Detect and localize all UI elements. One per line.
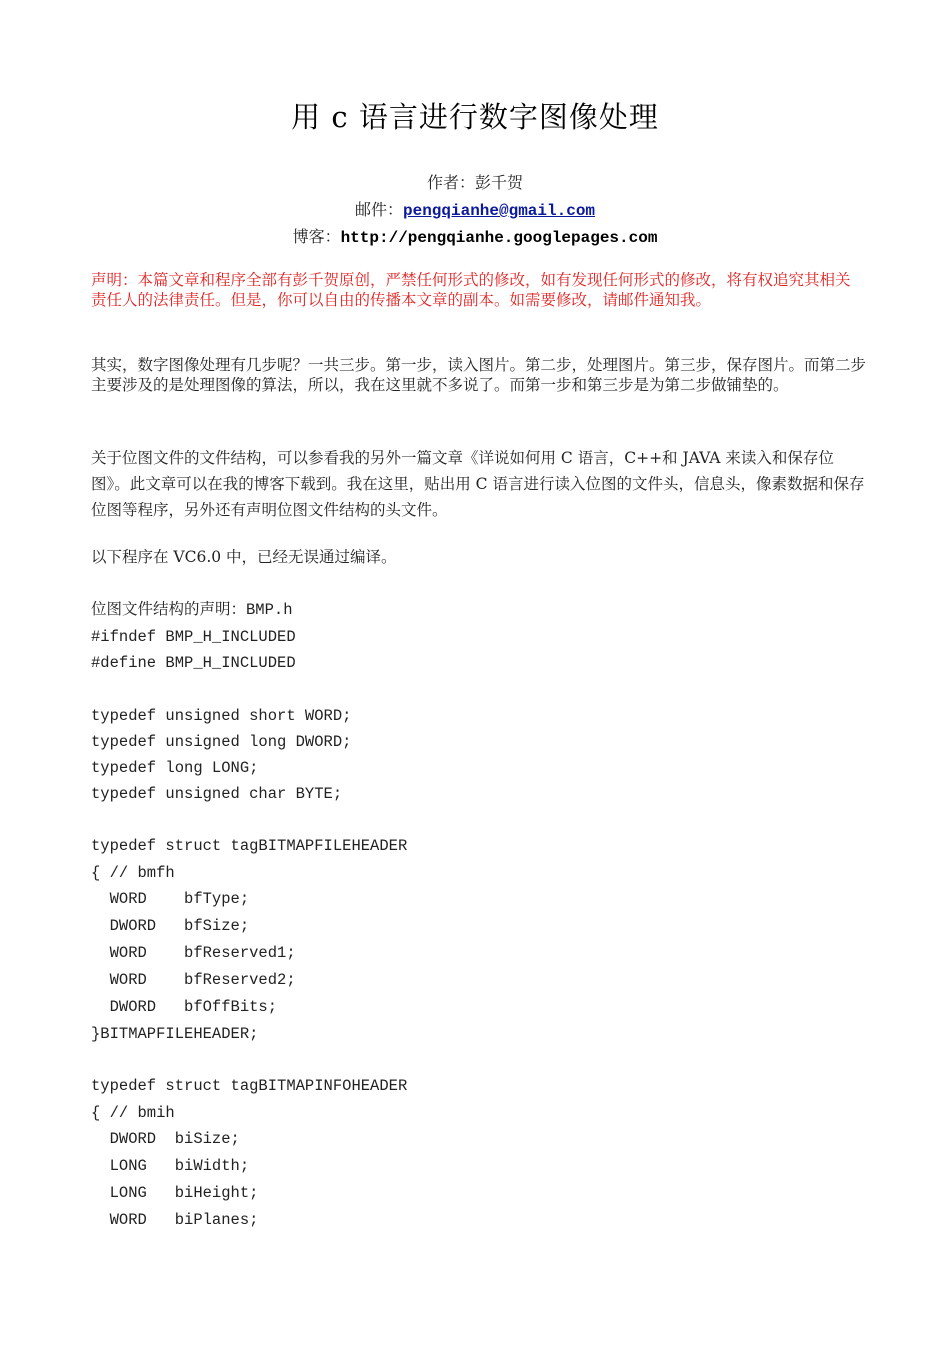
code-line: DWORD bfSize;	[91, 917, 250, 935]
code-line: typedef unsigned long DWORD;	[91, 733, 352, 751]
code-line: typedef unsigned char BYTE;	[91, 785, 343, 803]
code-line: LONG biHeight;	[91, 1184, 259, 1202]
code-line: typedef struct tagBITMAPFILEHEADER	[91, 837, 408, 855]
email-line	[0, 197, 950, 220]
code-line: WORD biPlanes;	[91, 1211, 259, 1229]
code-line: 位图文件结构的声明：BMP.h	[91, 601, 293, 619]
code-line: #define BMP_H_INCLUDED	[91, 654, 296, 672]
code-line: typedef long LONG;	[91, 759, 259, 777]
code-line: WORD bfReserved1;	[91, 944, 296, 962]
intro-paragraph: 其实，数字图像处理有几步呢？一共三步。第一步，读入图片。第二步，处理图片。第三步，保存图片。而第二步主要涉及的是处理图像的算法，所以，我在这里就不多说了。而第一步和第三步是为第二步做铺垫的。	[91, 356, 867, 394]
copyright-notice: 声明：本篇文章和程序全部有彭千贺原创，严禁任何形式的修改，如有发现任何形式的修改，将有权追究其相关责任人的法律责任。但是，你可以自由的传播本文章的副本。如需要修改，请邮件通知我。	[91, 271, 851, 309]
author-label: 作者：	[426, 173, 475, 192]
code-line: #ifndef BMP_H_INCLUDED	[91, 627, 296, 646]
code-line: DWORD biSize;	[91, 1130, 240, 1148]
code-line: DWORD bfOffBits;	[91, 998, 278, 1016]
code-line: typedef struct tagBITMAPINFOHEADER	[91, 1077, 408, 1095]
code-line: { // bmih	[91, 1104, 175, 1122]
email-label: 邮件：	[354, 200, 403, 219]
code-block	[91, 600, 791, 1240]
code-line: { // bmfh	[91, 864, 175, 882]
code-line: LONG biWidth;	[91, 1157, 250, 1175]
blog-line	[0, 224, 950, 247]
code-line: typedef unsigned short WORD;	[91, 707, 352, 725]
document-title: 用 c 语言进行数字图像处理	[291, 100, 659, 134]
author-name: 彭千贺	[475, 173, 524, 192]
code-line: WORD bfType;	[91, 890, 250, 908]
code-line: WORD bfReserved2;	[91, 971, 296, 989]
email-link[interactable]: pengqianhe@gmail.com	[402, 202, 596, 220]
blog-label: 博客：	[292, 227, 341, 246]
compile-note: 以下程序在 VC6.0 中，已经无误通过编译。	[91, 548, 397, 566]
author-line	[0, 170, 950, 193]
blog-url: http://pengqianhe.googlepages.com	[340, 229, 658, 247]
structure-paragraph: 关于位图文件的文件结构，可以参看我的另外一篇文章《详说如何用 C 语言，C++和 JAVA 来读入和保存位图》。此文章可以在我的博客下载到。我在这里，贴出用 C 语言进行读入位图的文件头，信息头，像素数据和保存位图等程序，另外还有声明位图文件结构的头文件。	[91, 449, 865, 519]
code-line: }BITMAPFILEHEADER;	[91, 1025, 259, 1043]
